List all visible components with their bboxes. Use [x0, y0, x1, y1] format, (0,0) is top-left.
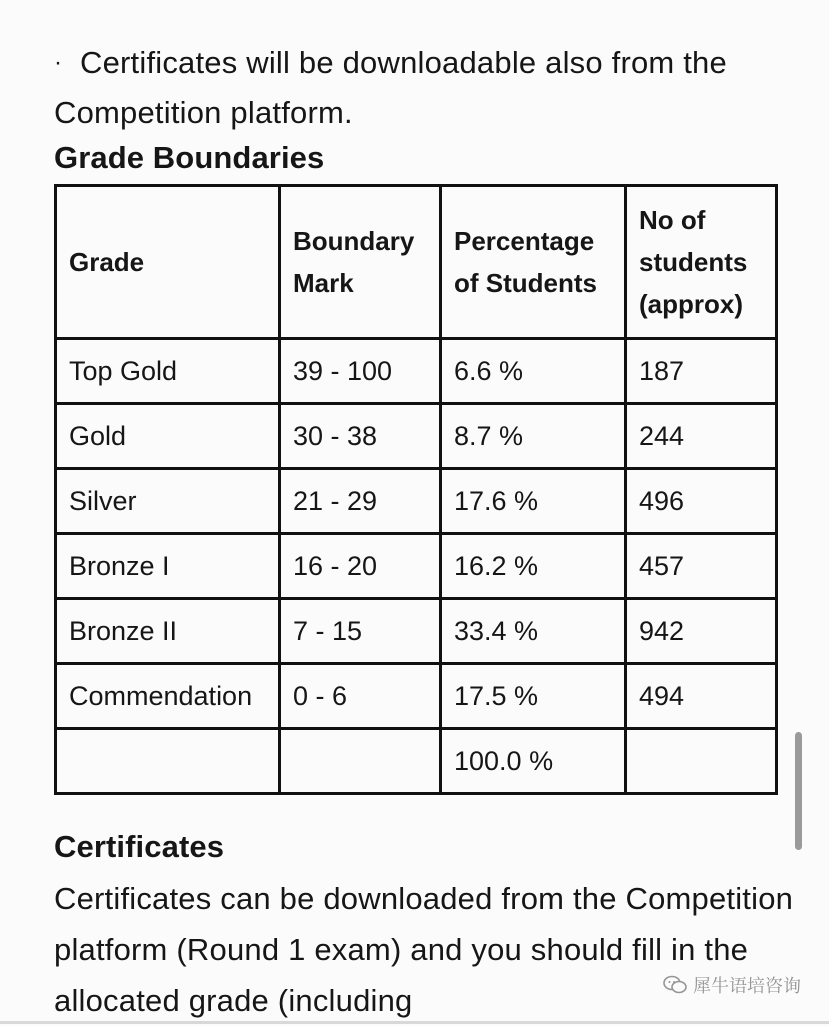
cell-count: 496: [626, 469, 777, 534]
bullet-text: Certificates will be downloadable also from the Competition platform.: [54, 45, 727, 130]
table-row: [56, 339, 777, 404]
cell-grade: [56, 729, 280, 794]
table-row: [56, 469, 777, 534]
cell-mark: [280, 729, 441, 794]
cell-percent: 8.7 %: [441, 404, 626, 469]
column-header-boundary-mark: Boundary Mark: [280, 186, 441, 339]
cell-grade: Bronze I: [56, 534, 280, 599]
column-header-percentage: Percentage of Students: [441, 186, 626, 339]
cell-count: 244: [626, 404, 777, 469]
table-row: [56, 599, 777, 664]
cell-count: 457: [626, 534, 777, 599]
table-total-row: [56, 729, 777, 794]
cell-mark: 39 - 100: [280, 339, 441, 404]
bullet-dot: ·: [54, 49, 63, 76]
cell-mark: 16 - 20: [280, 534, 441, 599]
certificates-paragraph: Certificates can be downloaded from the Competition platform (Round 1 exam) and you should fill in the allocated grade (including: [54, 881, 794, 1018]
table-row: [56, 534, 777, 599]
cell-percent: 6.6 %: [441, 339, 626, 404]
bullet-item: [54, 38, 794, 138]
section-title-certificates: Certificates: [54, 829, 225, 864]
cell-grade: Gold: [56, 404, 280, 469]
cell-grade: Top Gold: [56, 339, 280, 404]
cell-grade: Bronze II: [56, 599, 280, 664]
cell-percent-total: 100.0 %: [441, 729, 626, 794]
cell-grade: Commendation: [56, 664, 280, 729]
cell-count: 494: [626, 664, 777, 729]
watermark: [663, 972, 801, 998]
cell-percent: 16.2 %: [441, 534, 626, 599]
vertical-scrollbar[interactable]: [795, 732, 802, 850]
cell-percent: 17.5 %: [441, 664, 626, 729]
table-row: [56, 664, 777, 729]
cell-percent: 33.4 %: [441, 599, 626, 664]
cell-count: [626, 729, 777, 794]
table-row: [56, 404, 777, 469]
chat-bubble-icon: [663, 975, 687, 995]
cell-mark: 30 - 38: [280, 404, 441, 469]
table-header-row: [56, 186, 777, 339]
cell-count: 942: [626, 599, 777, 664]
cell-grade: Silver: [56, 469, 280, 534]
grade-boundaries-table: [54, 184, 778, 795]
cell-count: 187: [626, 339, 777, 404]
watermark-text: 犀牛语培咨询: [693, 976, 801, 997]
column-header-grade: Grade: [56, 186, 280, 339]
cell-percent: 17.6 %: [441, 469, 626, 534]
column-header-student-count: No of students (approx): [626, 186, 777, 339]
cell-mark: 0 - 6: [280, 664, 441, 729]
cell-mark: 7 - 15: [280, 599, 441, 664]
section-title-grade-boundaries: Grade Boundaries: [54, 140, 325, 175]
cell-mark: 21 - 29: [280, 469, 441, 534]
